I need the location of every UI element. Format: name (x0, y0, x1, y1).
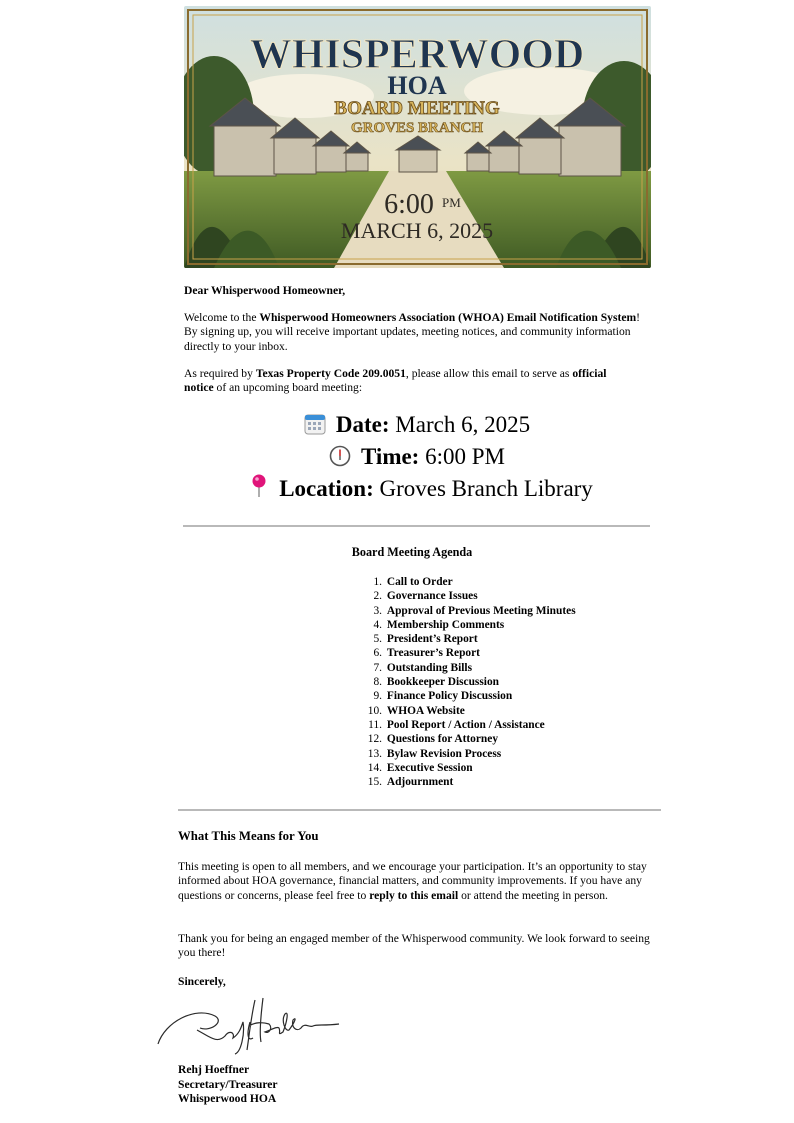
agenda-item (362, 632, 576, 646)
agenda-item-number: 14. (367, 761, 382, 774)
meaning-paragraph: This meeting is open to all members, and we encourage your participation. It’s an opportunity to stay informed about HOA governance, financial matters, and community improvements. If you have any questions or concerns, please feel free to reply to this email or attend the meeting in person. (178, 860, 647, 902)
agenda-list (362, 575, 576, 789)
banner-date: MARCH 6, 2025 (340, 218, 494, 243)
date-value: March 6, 2025 (395, 412, 531, 437)
divider (178, 809, 661, 811)
agenda-item-text: Treasurer’s Report (386, 647, 480, 660)
pushpin-icon (251, 474, 267, 506)
agenda-item-number: 6. (373, 647, 382, 660)
time-value: 6:00 PM (425, 444, 505, 469)
agenda-item-number: 7. (373, 661, 382, 674)
banner-place: GROVES BRANCH (350, 120, 484, 136)
meeting-banner-image (184, 6, 651, 268)
location-value: Groves Branch Library (379, 476, 593, 501)
signer-role: Secretary/Treasurer (178, 1077, 278, 1091)
meeting-date-line (0, 410, 794, 443)
clock-icon (329, 445, 351, 475)
date-label: Date: (335, 412, 390, 437)
agenda-item-text: Finance Policy Discussion (386, 690, 513, 703)
agenda-item-number: 12. (367, 733, 382, 746)
agenda-item-number: 11. (368, 718, 382, 731)
meeting-location-line (0, 474, 794, 506)
agenda-item-number: 8. (373, 676, 382, 689)
agenda-item (362, 646, 576, 660)
agenda-item-text: Bylaw Revision Process (386, 747, 502, 760)
time-label: Time: (361, 444, 420, 469)
agenda-item-number: 1. (373, 576, 382, 588)
agenda-item-number: 13. (367, 747, 382, 760)
agenda-item-text: Membership Comments (386, 618, 505, 631)
agenda-item (362, 775, 576, 789)
banner-time: 6:00 (384, 189, 434, 220)
agenda-item-text: Bookkeeper Discussion (386, 676, 499, 689)
agenda-item-number: 9. (373, 690, 382, 703)
agenda-item (362, 718, 576, 732)
agenda-item-number: 15. (367, 776, 382, 789)
agenda-item-text: Adjournment (386, 776, 454, 789)
section-heading: What This Means for You (178, 829, 319, 843)
agenda-item-text: Outstanding Bills (386, 661, 473, 674)
agenda-item-number: 5. (373, 633, 382, 646)
signer-name: Rehj Hoeffner (178, 1063, 250, 1076)
agenda-item (362, 747, 576, 761)
agenda-item-number: 3. (373, 604, 382, 617)
sincerely: Sincerely, (178, 975, 226, 988)
agenda-item (362, 704, 576, 718)
agenda-item-number: 2. (373, 590, 382, 603)
signature-image (155, 992, 345, 1060)
calendar-icon (304, 413, 326, 443)
agenda-item (362, 761, 576, 775)
agenda-title: Board Meeting Agenda (351, 545, 473, 559)
agenda-item-text: Questions for Attorney (386, 733, 499, 746)
agenda-item (362, 604, 576, 618)
agenda-item (362, 575, 576, 589)
agenda-item-text: WHOA Website (386, 704, 465, 717)
agenda-item-text: Executive Session (386, 761, 473, 774)
location-label: Location: (279, 476, 374, 501)
banner-title: WHISPERWOOD (249, 32, 585, 78)
signer-org: Whisperwood HOA (178, 1092, 277, 1106)
banner-time-suffix: PM (442, 195, 461, 210)
agenda-item (362, 689, 576, 703)
agenda-item-text: Approval of Previous Meeting Minutes (386, 604, 576, 617)
agenda-item (362, 589, 576, 603)
agenda-item-text: Pool Report / Action / Assistance (386, 718, 545, 731)
intro-paragraph: Welcome to the Whisperwood Homeowners Association (WHOA) Email Notification System! By signing up, you will receive important updates, meeting notices, and community information directly to your inbox. (184, 311, 641, 353)
agenda-item (362, 661, 576, 675)
notice-paragraph: As required by Texas Property Code 209.0051, please allow this email to serve as official notice of an upcoming board meeting: (184, 367, 607, 395)
meeting-time-line (0, 442, 794, 475)
agenda-item (362, 618, 576, 632)
banner-subtitle: HOA (387, 71, 447, 100)
divider (183, 525, 650, 527)
banner-event: BOARD MEETING (334, 98, 500, 119)
agenda-item (362, 732, 576, 746)
signer-block (178, 1063, 278, 1107)
agenda-item-text: Call to Order (386, 576, 453, 588)
agenda-item-text: Governance Issues (386, 590, 478, 603)
agenda-item-number: 10. (367, 704, 382, 717)
agenda-item-text: President’s Report (386, 633, 478, 646)
agenda-item-number: 4. (373, 618, 382, 631)
thanks-paragraph: Thank you for being an engaged member of the Whisperwood community. We look forward to seeing you there! (178, 932, 650, 960)
agenda-item (362, 675, 576, 689)
greeting: Dear Whisperwood Homeowner, (184, 284, 346, 297)
